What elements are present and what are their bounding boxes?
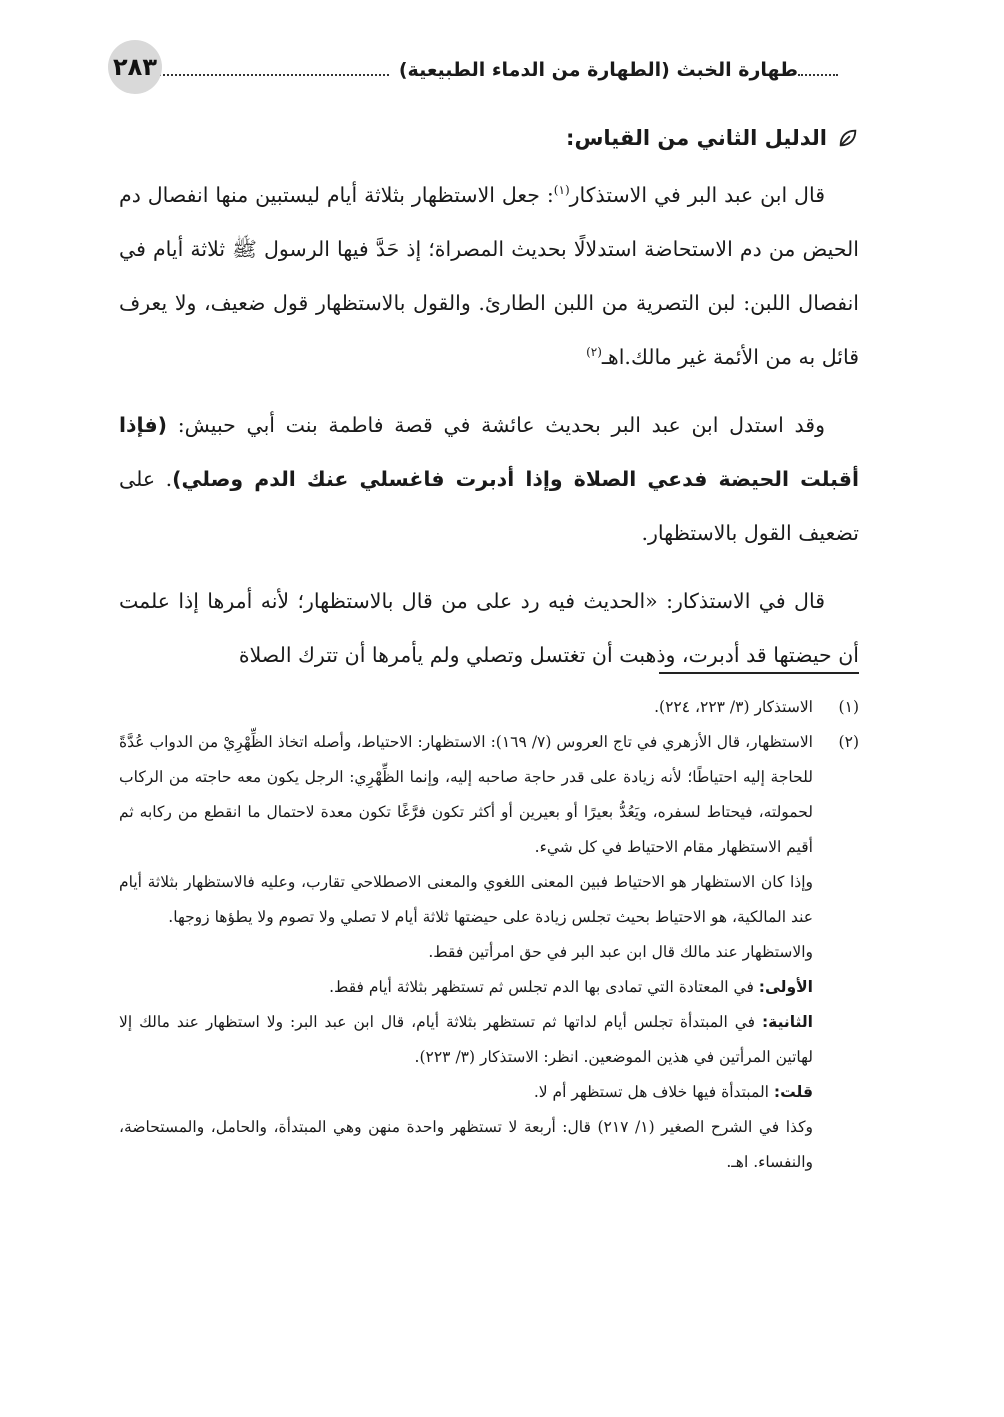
footnote-separator [659, 672, 859, 674]
running-header [108, 40, 848, 100]
leaf-ornament-icon [837, 127, 859, 149]
footnote-2-para-2: وإذا كان الاستظهار هو الاحتياط فبين المعنى اللغوي والمعنى الاصطلاحي تقارب، وعليه فالاستظهار بثلاثة أيام عند المالكية، هو الاحتياط بحيث تجلس زيادة على حيضتها ثلاثة أيام لا تصلي ولا تصوم ولا يطؤها زوجها. [119, 873, 813, 926]
footnote-ref-2[interactable]: (٢) [586, 345, 602, 360]
paragraph-1 [119, 168, 859, 384]
paragraph-2 [119, 398, 859, 560]
first-text: في المعتادة التي تمادى بها الدم تجلس ثم تستظهر بثلاثة أيام فقط. [329, 978, 759, 996]
said-text: المبتدأة فيها خلاف هل تستظهر أم لا. [533, 1083, 774, 1101]
footnote-1-text: الاستذكار (٣/ ٢٢٣، ٢٢٤). [654, 698, 813, 716]
footnote-2-last: وكذا في الشرح الصغير (١/ ٢١٧) قال: أربعة لا تستظهر واحدة منهن وهي المبتدأة، والحامل، والمستحاضة، والنفساء. اهـ. [119, 1118, 813, 1171]
footnote-2-text: الاستظهار، قال الأزهري في تاج العروس (٧/ ١٦٩): الاستظهار: الاحتياط، وأصله اتخاذ الظِّهْرِيْ من الدواب عُدَّةً للحاجة إليه احتياطًا؛ لأنه زيادة على قدر حاجة صاحبه إليه، وإنما الظِّهْرِي: الرجل يكون معه حاجته من الركاب لحمولته، فيحتاط لسفره، ويَعُدُّ بعيرًا أو بعيرين أو أكثر تكون فرَّغًا تكون معدة لاحتمال ما انقطع من ركابه ثم أقيم الاستظهار مقام الاحتياط في كل شيء. [119, 733, 813, 856]
footnote-ref-1[interactable]: (١) [553, 183, 570, 198]
footnote-2-first [119, 970, 813, 1005]
footnote-2 [119, 725, 859, 865]
running-title: طهارة الخبث (الطهارة من الدماء الطبيعية) [398, 59, 798, 81]
footnote-2-second [119, 1005, 813, 1075]
first-label: الأولى: [758, 978, 813, 996]
footnote-2-number: (٢) [838, 733, 859, 751]
paragraph-3: قال في الاستذكار: «الحديث فيه رد على من قال بالاستظهار؛ لأنه أمرها إذا علمت أن حيضتها قد أدبرت، وذهبت أن تغتسل وتصلي ولم يأمرها أن تترك الصلاة [119, 589, 859, 667]
said-label: قلت: [773, 1083, 813, 1101]
footnote-2-said [119, 1075, 813, 1110]
p2-part-b: . على تضعيف القول بالاستظهار. [119, 467, 859, 545]
p1-part-b: : جعل الاستظهار بثلاثة أيام ليستبين منها انفصال دم الحيض من دم الاستحاضة استدلالًا بحديث المصراة؛ إذ حَدَّ فيها الرسول ﷺ ثلاثة أيام في انفصال اللبن: لبن التصرية من اللبن الطارئ. والقول بالاستظهار قول ضعيف، ولا يعرف قائل به من الأئمة غير مالك.اهـ [119, 183, 859, 369]
footnote-2-continuation [119, 865, 859, 1180]
section-heading [119, 126, 859, 150]
header-leader-dots [798, 74, 838, 76]
second-label: الثانية: [761, 1013, 813, 1031]
footnotes [119, 690, 859, 1180]
p2-part-a: وقد استدل ابن عبد البر بحديث عائشة في قصة فاطمة بنت أبي حبيش: [167, 413, 825, 437]
footnote-2-para-3: والاستظهار عند مالك قال ابن عبد البر في حق امرأتين فقط. [428, 943, 813, 961]
footnote-1 [119, 690, 859, 725]
p1-part-a: قال ابن عبد البر في الاستذكار [569, 183, 826, 207]
main-text [119, 118, 859, 696]
section-heading-text: الدليل الثاني من القياس: [566, 126, 827, 150]
footnote-1-number: (١) [838, 698, 859, 716]
second-text: في المبتدأة تجلس أيام لداتها ثم تستظهر بثلاثة أيام، قال ابن عبد البر: ولا استظهار عند مالك إلا لهاتين المرأتين في هذين الموضعين. انظر: الاستذكار (٣/ ٢٢٣). [119, 1013, 813, 1066]
page-number: ٢٨٣ [108, 40, 162, 94]
hadith-quote: (فإذا أقبلت الحيضة فدعي الصلاة وإذا أدبرت فاغسلي عنك الدم وصلي) [119, 413, 859, 491]
